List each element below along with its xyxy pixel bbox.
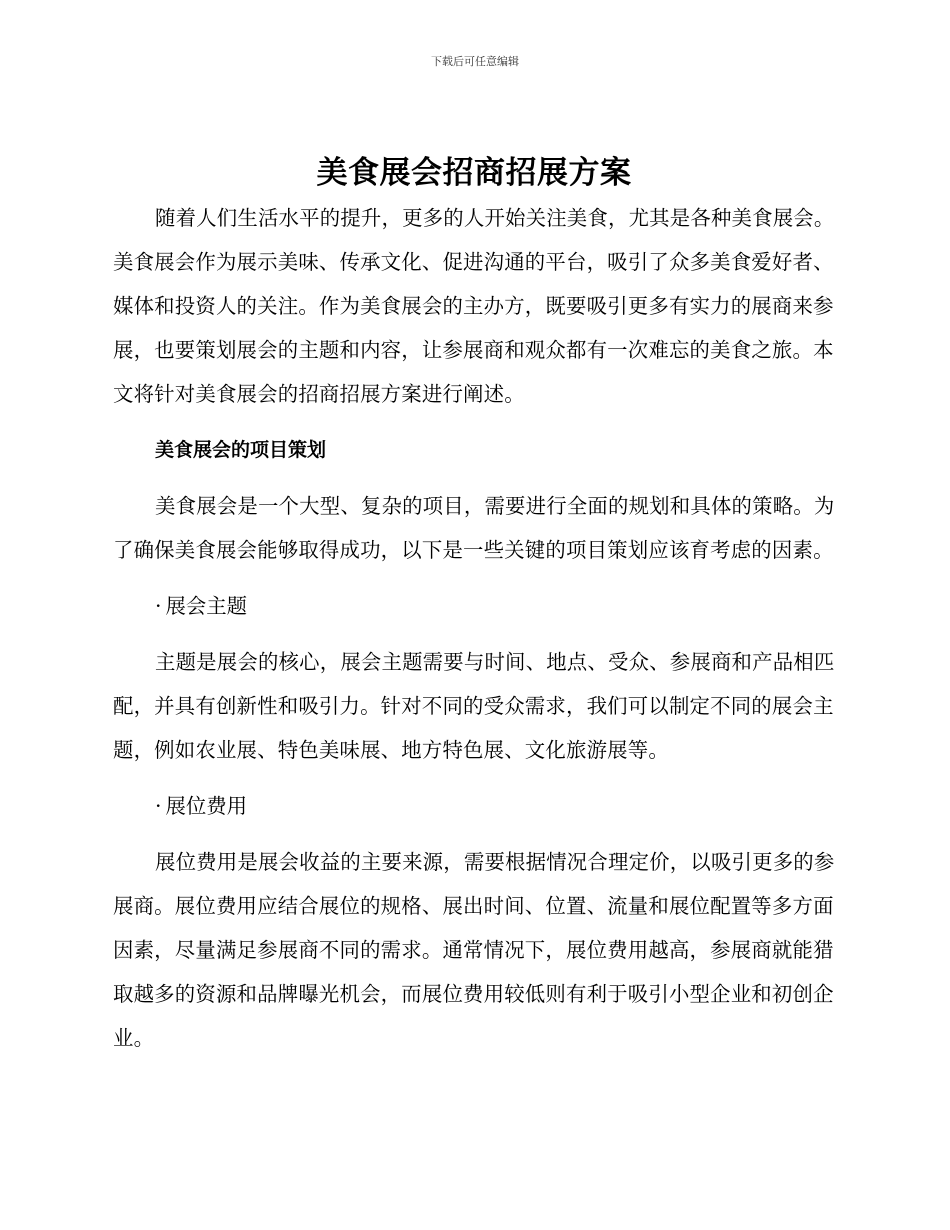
section-heading-project-planning: 美食展会的项目策划 (155, 439, 327, 461)
booth-fee-paragraph: 展位费用是展会收益的主要来源，需要根据情况合理定价，以吸引更多的参展商。展位费用应结合展位的规格、展出时间、位置、流量和展位配置等多方面因素，尽量满足参展商不同的需求。通常情况下，展位费用越高，参展商就能猎取越多的资源和品牌曝光机会，而展位费用较低则有利于吸引小型企业和初创企业。 (113, 850, 835, 1050)
bullet-label-theme: 展会主题 (165, 594, 248, 618)
section-paragraph-project-planning: 美食展会是一个大型、复杂的项目，需要进行全面的规划和具体的策略。为了确保美食展会能够取得成功，以下是一些关键的项目策划应该育考虑的因素。 (113, 494, 835, 562)
bullet-dot-icon: · (155, 594, 162, 618)
intro-paragraph: 随着人们生活水平的提升，更多的人开始关注美食，尤其是各种美食展会。美食展会作为展示美味、传承文化、促进沟通的平台，吸引了众多美食爱好者、媒体和投资人的关注。作为美食展会的主办方，既要吸引更多有实力的展商来参展，也要策划展会的主题和内容，让参展商和观众都有一次难忘的美食之旅。本文将针对美食展会的招商招展方案进行阐述。 (113, 206, 835, 406)
document-body (113, 150, 835, 1060)
document-title: 美食展会招商招展方案 (316, 155, 632, 191)
bullet-label-booth-fee: 展位费用 (165, 794, 248, 818)
header-note: 下载后可任意编辑 (431, 55, 519, 68)
theme-paragraph: 主题是展会的核心，展会主题需要与时间、地点、受众、参展商和产品相匹配，并具有创新性和吸引力。针对不同的受众需求，我们可以制定不同的展会主题，例如农业展、特色美味展、地方特色展、文化旅游展等。 (113, 650, 835, 762)
bullet-dot-icon: · (155, 794, 162, 818)
bullet-item-booth-fee (113, 784, 835, 828)
bullet-item-theme (113, 584, 835, 628)
